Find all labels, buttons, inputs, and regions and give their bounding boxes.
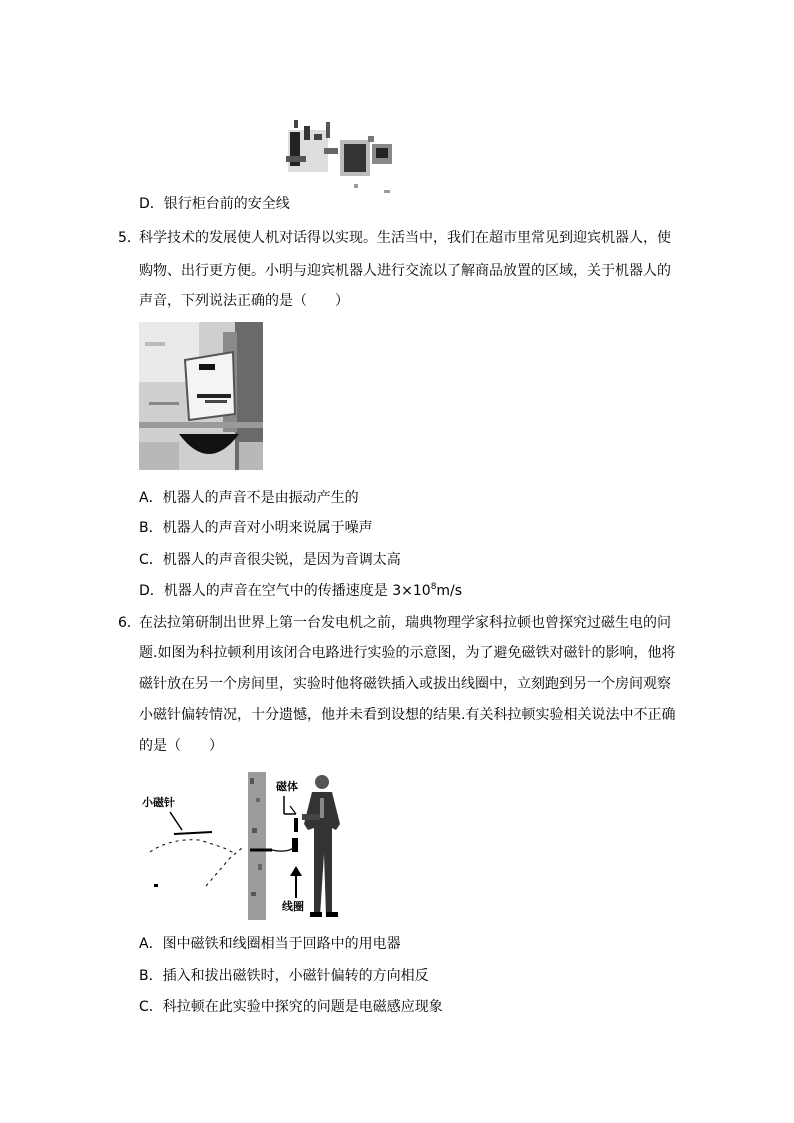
question-6-line-5: 的是（ ） [139,738,223,754]
question-5-option-b: B．机器人的声音对小明来说属于噪声 [139,520,373,536]
question-5-number: 5． [118,230,141,246]
prev-option-d: D．银行柜台前的安全线 [139,196,290,212]
speed-exponent: 8 [430,582,437,592]
needle-label: 小磁针 [142,796,175,809]
magnet-label: 磁体 [276,780,298,793]
colladon-experiment-figure [140,768,365,920]
question-5-option-d: D．机器人的声音在空气中的传播速度是 $3\times 10^8m/s$ [139,582,463,599]
bank-counter-photo [284,100,404,198]
question-6-option-a: A．图中磁铁和线圈相当于回路中的用电器 [139,936,401,952]
question-5-line-3: 声音，下列说法正确的是（ ） [139,293,349,309]
question-6-line-2: 题.如图为科拉顿利用该闭合电路进行实验的示意图，为了避免磁铁对磁针的影响，他将 [139,645,676,661]
question-6-line-4: 小磁针偏转情况，十分遗憾，他并未看到设想的结果.有关科拉顿实验相关说法中不正确 [139,707,676,723]
question-6-line-3: 磁针放在另一个房间里，实验时他将磁铁插入或拔出线圈中，立刻跑到另一个房间观察 [139,676,671,692]
question-6-option-c: C．科拉顿在此实验中探究的问题是电磁感应现象 [139,999,443,1015]
coil-label: 线圈 [282,900,304,913]
question-6-line-1: 6．在法拉第研制出世界上第一台发电机之前，瑞典物理学家科拉顿也曾探究过磁生电的问 [118,615,671,631]
question-5-line-1: 5．科学技术的发展使人机对话得以实现。生活当中，我们在超市里常见到迎宾机器人，使 [118,230,671,246]
greeting-robot-photo [139,322,263,470]
question-6-option-b: B．插入和拔出磁铁时，小磁针偏转的方向相反 [139,968,429,984]
question-5-option-c: C．机器人的声音很尖锐，是因为音调太高 [139,552,401,568]
question-5-line-2: 购物、出行更方便。小明与迎宾机器人进行交流以了解商品放置的区域，关于机器人的 [139,263,671,279]
question-5-option-a: A．机器人的声音不是由振动产生的 [139,490,359,506]
question-6-number: 6． [118,615,141,631]
